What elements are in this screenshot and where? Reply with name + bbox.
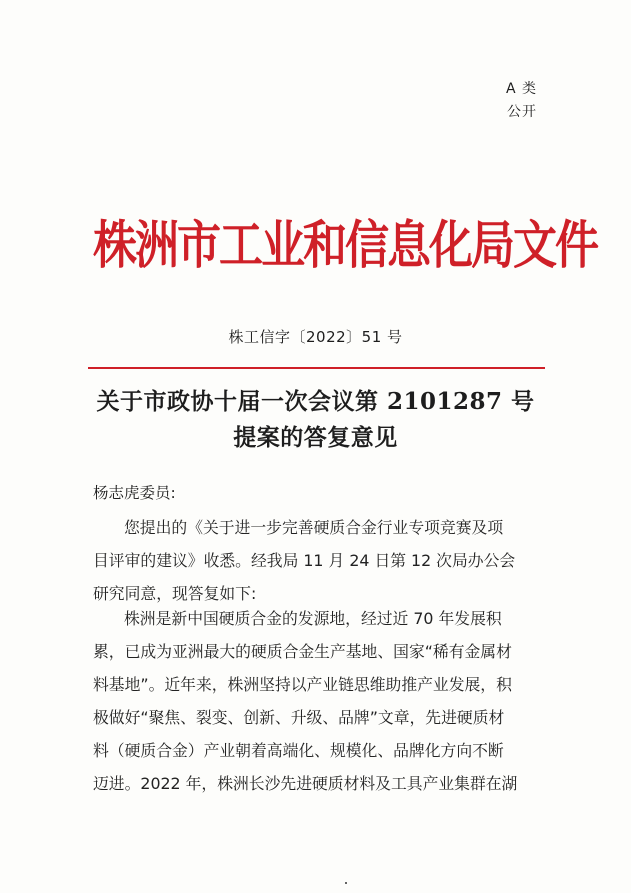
document-title: [0, 384, 631, 456]
header-divider: [88, 367, 545, 369]
salutation: 杨志虎委员:: [93, 484, 176, 502]
document-number: 株工信字〔2022〕51 号: [228, 328, 403, 346]
paragraph-line: 料基地”。近年来，株洲坚持以产业链思维助推产业发展，积: [93, 675, 512, 694]
classification-level: A 类: [505, 81, 537, 97]
scan-speck: [345, 882, 347, 884]
paragraph-line: 料（硬质合金）产业朝着高端化、规模化、品牌化方向不断: [93, 741, 504, 760]
paragraph-1: [93, 511, 545, 610]
paragraph-2: [93, 602, 545, 800]
paragraph-line: 极做好“聚焦、裂变、创新、升级、品牌”文章，先进硬质材: [93, 708, 505, 727]
paragraph-line: 迈进。2022 年，株洲长沙先进硬质材料及工具产业集群在湖: [93, 774, 518, 793]
classification-mark: [506, 78, 537, 124]
disclosure-status: 公开: [507, 104, 537, 120]
paragraph-line: 研究同意，现答复如下:: [93, 584, 257, 603]
document-title-line: 关于市政协十届一次会议第 2101287 号: [96, 388, 535, 415]
paragraph-line: 累，已成为亚洲最大的硬质合金生产基地、国家“稀有金属材: [93, 642, 512, 661]
paragraph-line: 您提出的《关于进一步完善硬质合金行业专项竞赛及项: [124, 518, 504, 537]
document-header-title: 株洲市工业和信息化局文件: [93, 215, 597, 276]
paragraph-line: 目评审的建议》收悉。经我局 11 月 24 日第 12 次局办公会: [93, 551, 516, 570]
paragraph-line: 株洲是新中国硬质合金的发源地，经过近 70 年发展积: [124, 609, 502, 628]
document-title-line: 提案的答复意见: [233, 424, 398, 451]
